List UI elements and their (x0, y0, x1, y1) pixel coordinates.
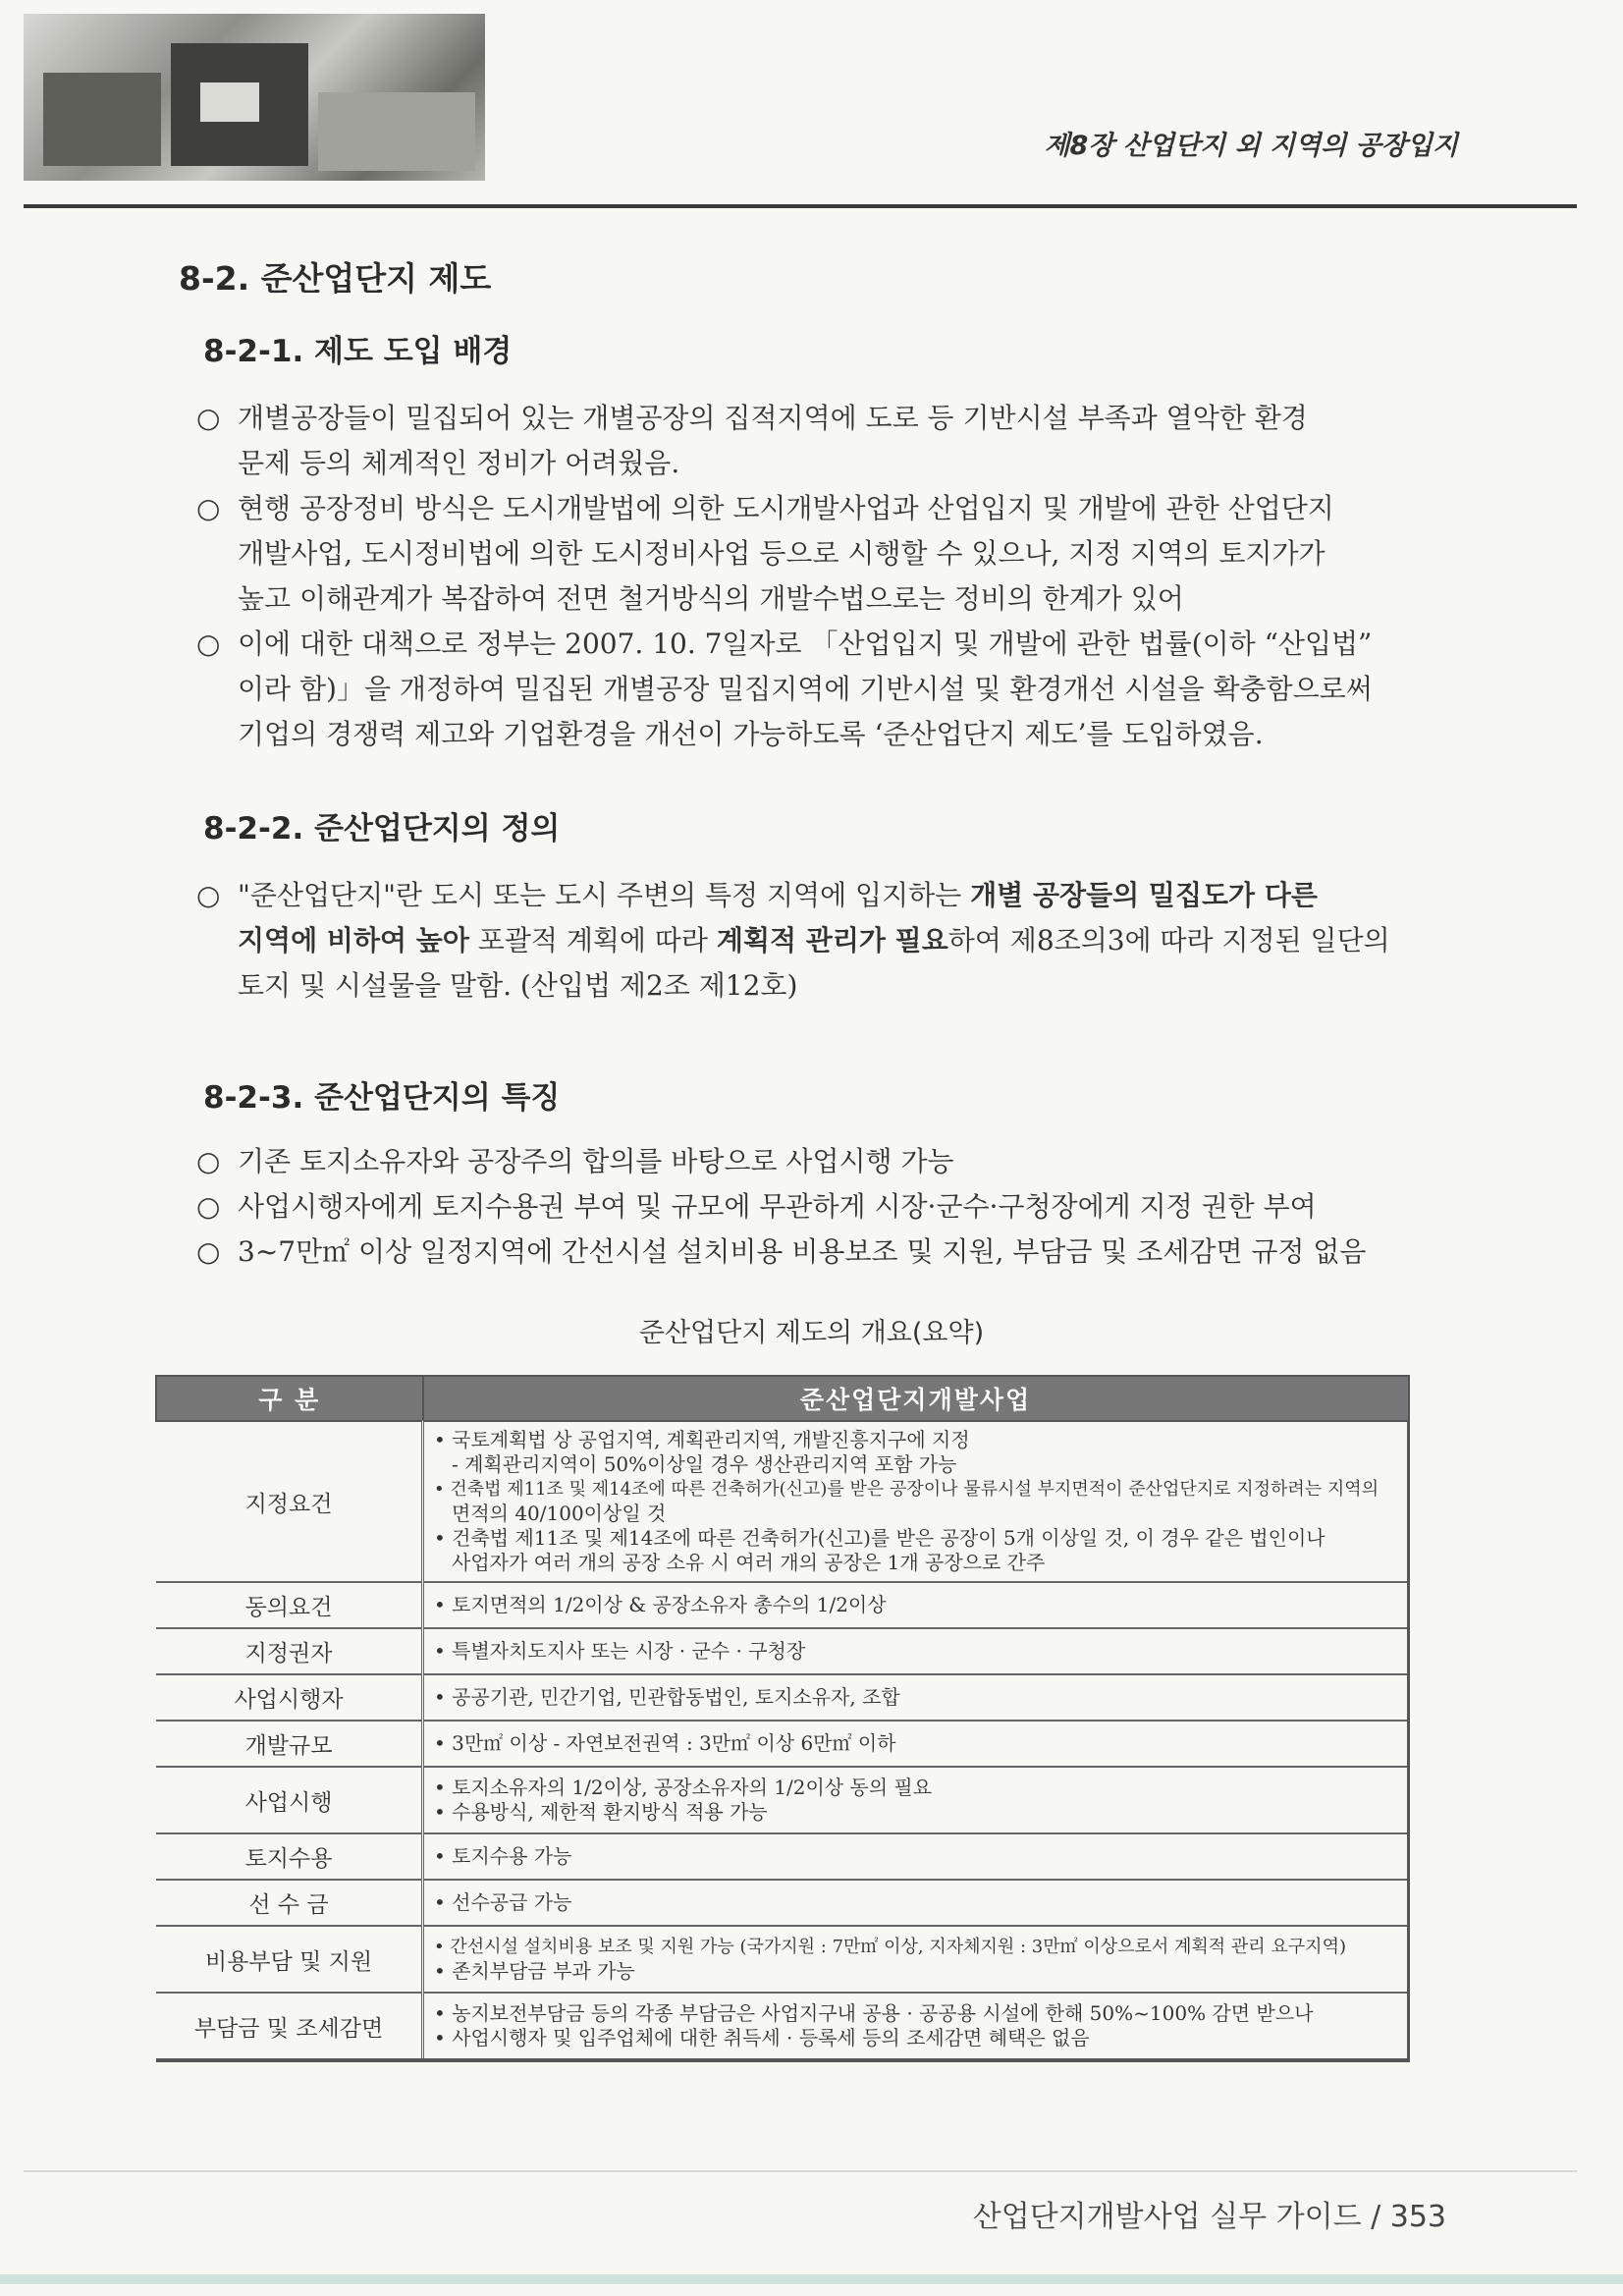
bullet-line: 문제 등의 체계적인 정비가 어려웠음. (238, 447, 680, 479)
definition-text: 하여 제8조의3에 따라 지정된 일단의 (947, 924, 1390, 957)
definition-text: "준산업단지"란 도시 또는 도시 주변의 특정 지역에 입지하는 (238, 879, 971, 911)
row-line: • 간선시설 설치비용 보조 및 지원 가능 (국가지원 : 7만㎡ 이상, 지자체지원 : 3만㎡ 이상으로서 계획적 관리 요구지역) (434, 1937, 1346, 1957)
row-label: 개발규모 (156, 1721, 423, 1767)
row-content (423, 1628, 1409, 1674)
row-content (423, 1926, 1409, 1993)
subsection-title-features: 8-2-3. 준산업단지의 특징 (203, 1080, 561, 1116)
table-header-project: 준산업단지개발사업 (423, 1376, 1409, 1421)
background-bullet-2 (196, 486, 1414, 622)
table-caption: 준산업단지 제도의 개요(요약) (638, 1318, 985, 1348)
bullet-line: 개별공장들이 밀집되어 있는 개별공장의 집적지역에 도로 등 기반시설 부족과 열악한 환경 (238, 402, 1308, 434)
row-content (423, 1833, 1409, 1880)
table-header-row (156, 1376, 1409, 1421)
bullet-line: 높고 이해관계가 복잡하여 전면 철거방식의 개발수법으로는 정비의 한계가 있어 (238, 582, 1184, 615)
row-line: 사업자가 여러 개의 공장 소유 시 여러 개의 공장은 1개 공장으로 간주 (452, 1551, 1046, 1574)
bullet-mark: ○ (196, 628, 221, 660)
feature-bullet-3 (196, 1230, 1414, 1275)
row-content (423, 1993, 1409, 2060)
row-label: 지정권자 (156, 1628, 423, 1674)
header-rule (24, 204, 1577, 208)
table-row (156, 1767, 1409, 1833)
table-row (156, 1926, 1409, 1993)
row-line: • 토지면적의 1/2이상 & 공장소유자 총수의 1/2이상 (434, 1593, 887, 1616)
definition-emphasis: 개별 공장들의 밀집도가 다른 (970, 879, 1318, 911)
bullet-mark: ○ (196, 402, 221, 434)
table-row (156, 1421, 1409, 1582)
table-header-category: 구 분 (156, 1376, 423, 1421)
footer-rule (24, 2170, 1577, 2172)
bullet-mark: ○ (196, 1145, 221, 1177)
row-label: 동의요건 (156, 1582, 423, 1628)
subsection-title-definition: 8-2-2. 준산업단지의 정의 (203, 811, 561, 847)
row-label: 지정요건 (156, 1421, 423, 1582)
chapter-title: 제8장 산업단지 외 지역의 공장입지 (1044, 131, 1458, 161)
row-line: • 선수공급 가능 (434, 1890, 572, 1914)
row-label: 부담금 및 조세감면 (156, 1993, 423, 2060)
feature-bullet-2 (196, 1184, 1414, 1230)
feature-bullet-1 (196, 1139, 1414, 1184)
section-title: 8-2. 준산업단지 제도 (179, 259, 492, 298)
row-label: 사업시행자 (156, 1674, 423, 1721)
definition-emphasis: 계획적 관리가 필요 (716, 924, 948, 957)
bullet-line: 이에 대한 대책으로 정부는 2007. 10. 7일자로 「산업입지 및 개발에 관한 법률(이하 “산입법” (238, 628, 1373, 660)
bullet-line: 기존 토지소유자와 공장주의 합의를 바탕으로 사업시행 가능 (238, 1145, 954, 1177)
row-line: 면적의 40/100이상일 것 (452, 1502, 667, 1525)
row-line: • 특별자치도지사 또는 시장 · 군수 · 구청장 (434, 1639, 806, 1663)
row-content (423, 1674, 1409, 1721)
definition-text: 포괄적 계획에 따라 (468, 924, 717, 957)
row-label: 비용부담 및 지원 (156, 1926, 423, 1993)
definition-emphasis: 지역에 비하여 높아 (238, 924, 469, 957)
row-line: • 수용방식, 제한적 환지방식 적용 가능 (434, 1800, 768, 1824)
row-line: • 건축법 제11조 및 제14조에 따른 건축허가(신고)를 받은 공장이 5개 이상일 것, 이 경우 같은 법인이나 (434, 1526, 1325, 1550)
definition-bullet (196, 873, 1414, 1009)
bullet-mark: ○ (196, 1235, 221, 1268)
row-line: • 국토계획법 상 공업지역, 계획관리지역, 개발진흥지구에 지정 (434, 1428, 970, 1451)
table-row (156, 1993, 1409, 2060)
footer-page-label: 산업단지개발사업 실무 가이드 / 353 (972, 2200, 1446, 2234)
row-line: • 농지보전부담금 등의 각종 부담금은 사업지구내 공용 · 공공용 시설에 한해 50%~100% 감면 받으나 (434, 2001, 1314, 2025)
footer-band (0, 2274, 1623, 2284)
table-row (156, 1674, 1409, 1721)
definition-line-1 (196, 873, 1414, 918)
row-line: • 3만㎡ 이상 - 자연보전권역 : 3만㎡ 이상 6만㎡ 이하 (434, 1731, 896, 1755)
bullet-mark: ○ (196, 492, 221, 524)
row-content (423, 1880, 1409, 1926)
row-content (423, 1421, 1409, 1582)
definition-line-2 (196, 918, 1414, 963)
row-label: 선 수 금 (156, 1880, 423, 1926)
bullet-mark: ○ (196, 879, 221, 911)
bullet-mark: ○ (196, 1190, 221, 1223)
row-content (423, 1721, 1409, 1767)
definition-line-3: 토지 및 시설물을 말함. (산입법 제2조 제12호) (238, 969, 798, 1002)
header-photo (24, 14, 485, 181)
table-row (156, 1833, 1409, 1880)
row-line: • 토지수용 가능 (434, 1844, 572, 1868)
row-label: 사업시행 (156, 1767, 423, 1833)
table-row (156, 1721, 1409, 1767)
subsection-title-background: 8-2-1. 제도 도입 배경 (203, 334, 513, 369)
bullet-line: 사업시행자에게 토지수용권 부여 및 규모에 무관하게 시장·군수·구청장에게 지정 권한 부여 (238, 1190, 1317, 1223)
summary-table (155, 1375, 1410, 2062)
row-line: • 사업시행자 및 입주업체에 대한 취득세 · 등록세 등의 조세감면 혜택은 없음 (434, 2026, 1090, 2050)
bullet-line: 3~7만㎡ 이상 일정지역에 간선시설 설치비용 비용보조 및 지원, 부담금 및 조세감면 규정 없음 (238, 1235, 1367, 1268)
bullet-line: 개발사업, 도시정비법에 의한 도시정비사업 등으로 시행할 수 있으나, 지정 지역의 토지가가 (238, 537, 1325, 570)
row-line: • 공공기관, 민간기업, 민관합동법인, 토지소유자, 조합 (434, 1685, 900, 1709)
row-label: 토지수용 (156, 1833, 423, 1880)
table-row (156, 1880, 1409, 1926)
background-bullet-1 (196, 396, 1414, 486)
row-line: - 계획관리지역이 50%이상일 경우 생산관리지역 포함 가능 (452, 1452, 957, 1476)
row-line: • 토지소유자의 1/2이상, 공장소유자의 1/2이상 동의 필요 (434, 1776, 933, 1799)
bullet-line: 기업의 경쟁력 제고와 기업환경을 개선이 가능하도록 ‘준산업단지 제도’를 도입하였음. (238, 718, 1264, 750)
background-bullet-3 (196, 622, 1414, 757)
row-line: • 건축법 제11조 및 제14조에 따른 건축허가(신고)를 받은 공장이나 물류시설 부지면적이 준산업단지로 지정하려는 지역의 (434, 1479, 1380, 1500)
bullet-line: 이라 함)」을 개정하여 밀집된 개별공장 밀집지역에 기반시설 및 환경개선 시설을 확충함으로써 (238, 673, 1373, 705)
row-content (423, 1767, 1409, 1833)
bullet-line: 현행 공장정비 방식은 도시개발법에 의한 도시개발사업과 산업입지 및 개발에 관한 산업단지 (238, 492, 1334, 524)
table-row (156, 1582, 1409, 1628)
row-content (423, 1582, 1409, 1628)
row-line: • 존치부담금 부과 가능 (434, 1959, 635, 1983)
table-row (156, 1628, 1409, 1674)
